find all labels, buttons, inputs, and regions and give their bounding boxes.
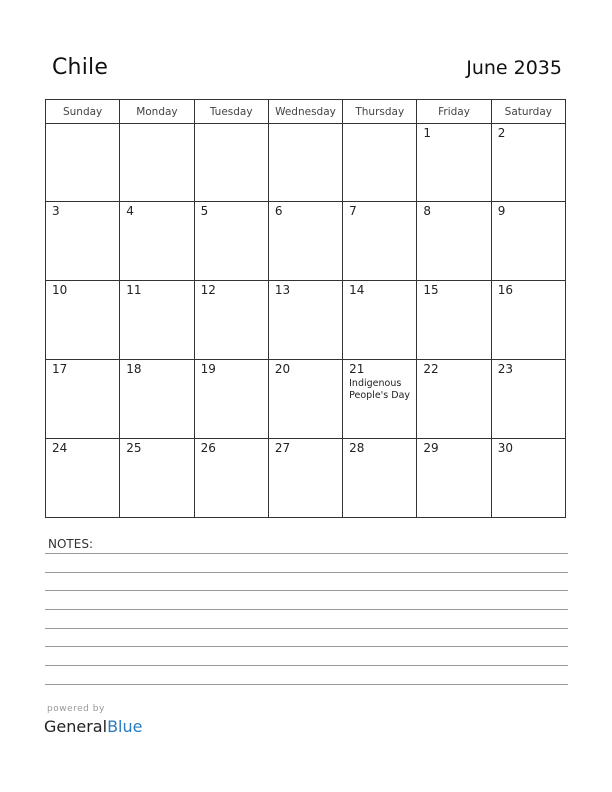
- day-number: 11: [126, 283, 142, 297]
- calendar-week-row: [46, 202, 566, 281]
- day-cell: [268, 202, 342, 281]
- day-cell: [417, 281, 491, 360]
- day-cell: [417, 202, 491, 281]
- weekday-header: Friday: [417, 100, 491, 124]
- note-line: [45, 590, 568, 591]
- day-cell: [491, 360, 565, 439]
- weekday-header: Tuesday: [194, 100, 268, 124]
- day-cell: [120, 439, 194, 518]
- day-cell: [343, 281, 417, 360]
- day-cell: [194, 439, 268, 518]
- note-line: [45, 684, 568, 685]
- generalblue-logo[interactable]: [44, 717, 142, 736]
- day-number: 21: [349, 362, 365, 376]
- day-cell: [268, 360, 342, 439]
- weekday-header: Wednesday: [268, 100, 342, 124]
- note-line: [45, 609, 568, 610]
- day-cell: [491, 439, 565, 518]
- day-number: 16: [497, 283, 513, 297]
- day-number: 23: [497, 362, 513, 376]
- day-cell: [491, 202, 565, 281]
- day-number: 6: [274, 204, 283, 218]
- weekday-header: Monday: [120, 100, 194, 124]
- day-cell: [46, 360, 120, 439]
- day-cell: [343, 202, 417, 281]
- day-number: 5: [200, 204, 209, 218]
- day-number: 15: [423, 283, 439, 297]
- note-line: [45, 628, 568, 629]
- day-cell: [491, 124, 565, 202]
- day-number: 17: [52, 362, 68, 376]
- day-number: 25: [126, 441, 142, 455]
- day-number: 19: [200, 362, 216, 376]
- day-number: 7: [349, 204, 357, 218]
- empty-day-cell: [46, 124, 120, 202]
- day-cell: [120, 281, 194, 360]
- weekday-header: Thursday: [343, 100, 417, 124]
- brand-name-second: Blue: [107, 717, 143, 736]
- calendar-week-row: [46, 124, 566, 202]
- day-cell: [120, 202, 194, 281]
- calendar-grid: [45, 99, 566, 518]
- day-number: 12: [200, 283, 216, 297]
- day-number: 27: [274, 441, 291, 455]
- day-number: 3: [52, 204, 60, 218]
- day-cell: [343, 360, 417, 439]
- day-number: 8: [423, 204, 432, 218]
- day-number: 2: [497, 126, 506, 140]
- day-cell: [417, 124, 491, 202]
- day-number: 9: [497, 204, 506, 218]
- day-cell: [194, 202, 268, 281]
- day-cell: [46, 439, 120, 518]
- day-cell: [343, 439, 417, 518]
- day-cell: [268, 439, 342, 518]
- weekday-header-row: [46, 100, 566, 124]
- calendar-week-row: [46, 439, 566, 518]
- day-number: 29: [423, 441, 439, 455]
- day-number: 28: [349, 441, 365, 455]
- day-cell: [417, 439, 491, 518]
- day-number: 1: [423, 126, 432, 140]
- empty-day-cell: [268, 124, 342, 202]
- notes-label: NOTES:: [48, 537, 93, 551]
- weekday-header: Sunday: [46, 100, 120, 124]
- day-cell: [194, 360, 268, 439]
- note-line: [45, 553, 568, 554]
- holiday-label: Indigenous People's Day: [349, 378, 411, 401]
- calendar-week-row: [46, 281, 566, 360]
- note-line: [45, 665, 568, 666]
- day-cell: [417, 360, 491, 439]
- day-number: 26: [200, 441, 216, 455]
- day-cell: [120, 360, 194, 439]
- calendar-country-title: Chile: [52, 55, 109, 80]
- calendar-week-row: [46, 360, 566, 439]
- day-number: 10: [52, 283, 68, 297]
- calendar-month-year: June 2035: [466, 57, 562, 79]
- day-number: 30: [497, 441, 513, 455]
- day-number: 13: [274, 283, 291, 297]
- empty-day-cell: [120, 124, 194, 202]
- day-cell: [491, 281, 565, 360]
- brand-name-first: General: [44, 717, 108, 736]
- powered-by-text: powered by: [47, 704, 105, 714]
- day-number: 4: [126, 204, 134, 218]
- note-line: [45, 646, 568, 647]
- day-cell: [46, 202, 120, 281]
- day-number: 24: [52, 441, 68, 455]
- day-cell: [194, 281, 268, 360]
- empty-day-cell: [194, 124, 268, 202]
- day-cell: [268, 281, 342, 360]
- calendar-body: [46, 124, 566, 518]
- note-line: [45, 572, 568, 573]
- day-number: 22: [423, 362, 439, 376]
- weekday-header: Saturday: [491, 100, 565, 124]
- empty-day-cell: [343, 124, 417, 202]
- day-number: 18: [126, 362, 142, 376]
- day-cell: [46, 281, 120, 360]
- day-number: 14: [349, 283, 365, 297]
- day-number: 20: [274, 362, 291, 376]
